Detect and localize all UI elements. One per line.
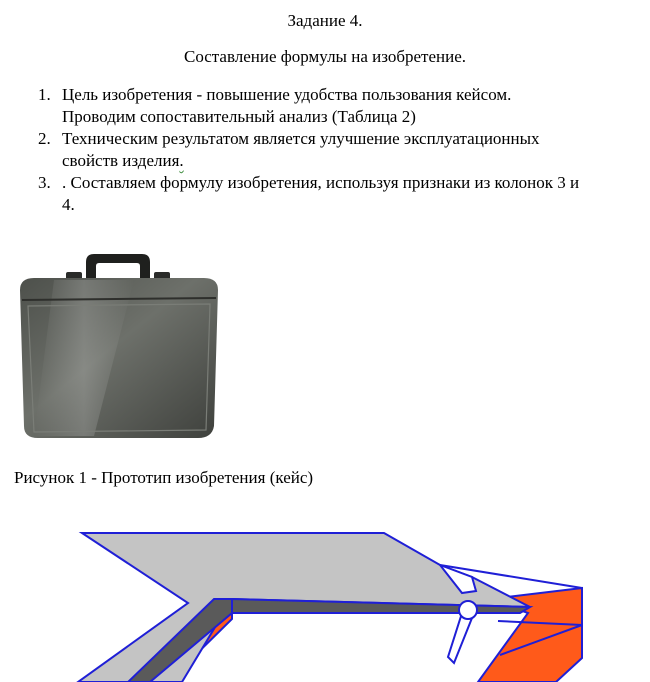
spellcheck-mark: .: [179, 151, 184, 170]
diagram-bracket-lower: [448, 613, 474, 663]
list-item-text-wrap: [62, 150, 642, 172]
list-item: [0, 128, 642, 172]
task-title: Задание 4.: [287, 11, 363, 30]
list-item-number: 1.: [38, 85, 51, 104]
list-item-text: 4.: [62, 195, 75, 214]
diagram-hinge-pivot: [459, 601, 477, 619]
list-item-number: 3.: [38, 173, 51, 192]
figure-caption: Рисунок 1 - Прототип изобретения (кейс): [14, 468, 314, 487]
list-item-text: Цель изобретения - повышение удобства пользования кейсом.: [62, 85, 512, 104]
list-item-text: Проводим сопоставительный анализ (Таблица 2): [62, 107, 416, 126]
list-item: [0, 84, 642, 128]
briefcase-photo: [14, 250, 226, 446]
document-subtitle: Составление формулы на изобретение.: [183, 47, 466, 66]
briefcase-handle: [86, 254, 150, 280]
list-item-text: . Составляем формулу изобретения, используя признаки из колонок 3 и: [62, 173, 580, 192]
list-item: [0, 172, 642, 216]
list-item-text: Техническим результатом является улучшение эксплуатационных: [62, 129, 540, 148]
list-item-text: свойств изделия: [62, 151, 180, 170]
steps-list: [0, 84, 650, 216]
list-item-number: 2.: [38, 129, 51, 148]
mechanism-diagram: [0, 515, 650, 682]
